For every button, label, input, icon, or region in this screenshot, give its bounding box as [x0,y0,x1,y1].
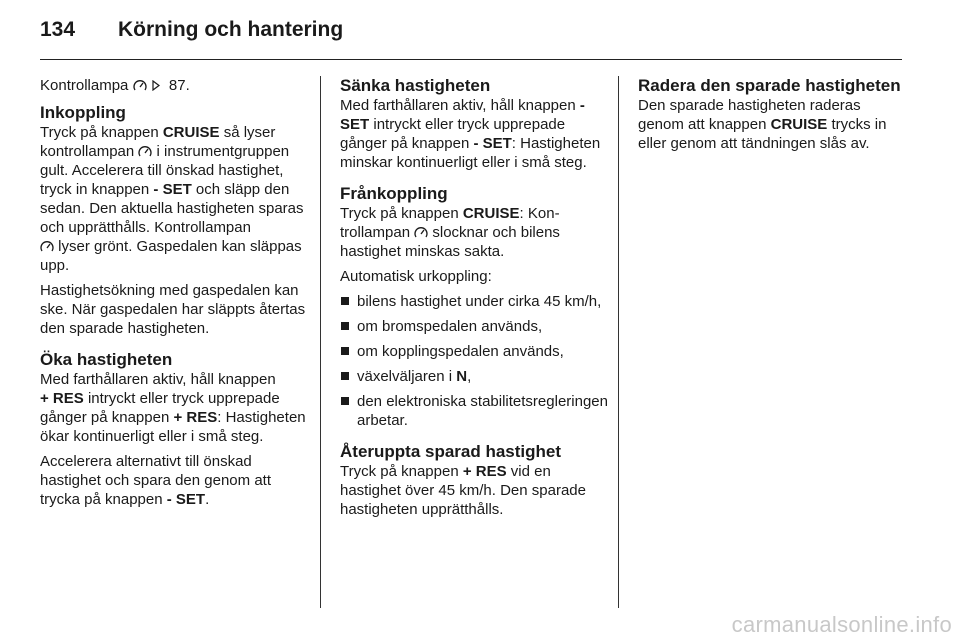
page-reference-arrow-icon [151,80,165,91]
list-item: den elektroniska stabilitetsregleringen arbetar. [340,392,608,430]
section-sanka [340,76,608,172]
watermark: carmanualsonline.info [731,612,952,637]
section-radera [638,76,908,153]
section-frankoppling [340,184,608,430]
keyword-set: - SET [153,181,192,198]
cruise-control-icon [138,146,152,157]
page-header [40,18,343,48]
chapter-title: Körning och hantering [118,18,344,41]
paragraph-ateruppta: Tryck på knappen + RES vid en hastighet över 45 km/h. Den sparade hastigheten upprätthålls. [340,463,586,518]
paragraph-radera: Den sparade hastigheten raderas genom att knappen CRUISE trycks in eller genom att tändningen slås av. [638,97,887,152]
heading-sanka: Sänka hastigheten [340,76,491,95]
cruise-control-icon [40,241,54,252]
heading-radera: Radera den sparade hastigheten [638,76,901,95]
list-item: bilens hastighet under cirka 45 km/h, [340,292,608,311]
heading-ateruppta: Återuppta sparad hastighet [340,442,562,461]
heading-inkoppling: Inkoppling [40,103,126,122]
column-1 [40,76,308,521]
paragraph-inkoppling: Tryck på knappen CRUISE så lyser kontrollampan i instrumentgruppen gult. Accelerera till önskad hastighet, tryck in knappen - SET och släpp den sedan. Den aktuella hastigheten sparas och upprätthålls. Kontrollampan lyser grönt. Gaspedalen kan släppas upp. [40,124,304,274]
indicator-reference: Kontrollampa 87. [40,77,190,94]
header-rule [40,59,902,60]
auto-disengage-label: Automatisk urkoppling: [340,268,492,285]
column-3 [638,76,908,165]
list-item: om bromspedalen används, [340,317,608,336]
paragraph-oka-alternativ: Accelerera alternativt till önskad hastighet och spara den genom att trycka på knappen - SET. [40,453,271,508]
section-ateruppta [340,442,608,519]
bullet-icon [341,372,349,380]
bullet-icon [341,347,349,355]
paragraph-frankoppling: Tryck på knappen CRUISE: Kontrollampan slocknar och bilens hastighet minskas sakta. [340,205,560,260]
heading-oka: Öka hastigheten [40,350,173,369]
section-inkoppling [40,103,308,338]
section-oka [40,350,308,509]
list-item: om kopplingspedalen används, [340,342,608,361]
paragraph-sanka: Med farthållaren aktiv, håll knappen - SET intryckt eller tryck upprepade gånger på knappen - SET: Hastigheten minskar kontinuerligt eller i små steg. [340,97,601,171]
cruise-control-icon [414,227,428,238]
keyword-cruise: CRUISE [162,124,220,141]
heading-frankoppling: Frånkoppling [340,184,448,203]
column-divider-2 [618,76,619,608]
column-2 [340,76,608,531]
bullet-icon [341,297,349,305]
auto-disengage-list [340,292,608,430]
page-number: 134 [40,18,76,41]
column-divider-1 [320,76,321,608]
bullet-icon [341,397,349,405]
paragraph-oka: Med farthållaren aktiv, håll knappen + RES intryckt eller tryck upprepade gånger på knappen + RES: Hastigheten ökar kontinuerligt eller i små steg. [40,371,306,445]
list-item: växelväljaren i N, [340,367,608,386]
bullet-icon [341,322,349,330]
cruise-control-icon [133,80,147,91]
paragraph-gaspedal: Hastighetsökning med gaspedalen kan ske. När gaspedalen har släppts återtas den sparade hastigheten. [40,282,306,337]
